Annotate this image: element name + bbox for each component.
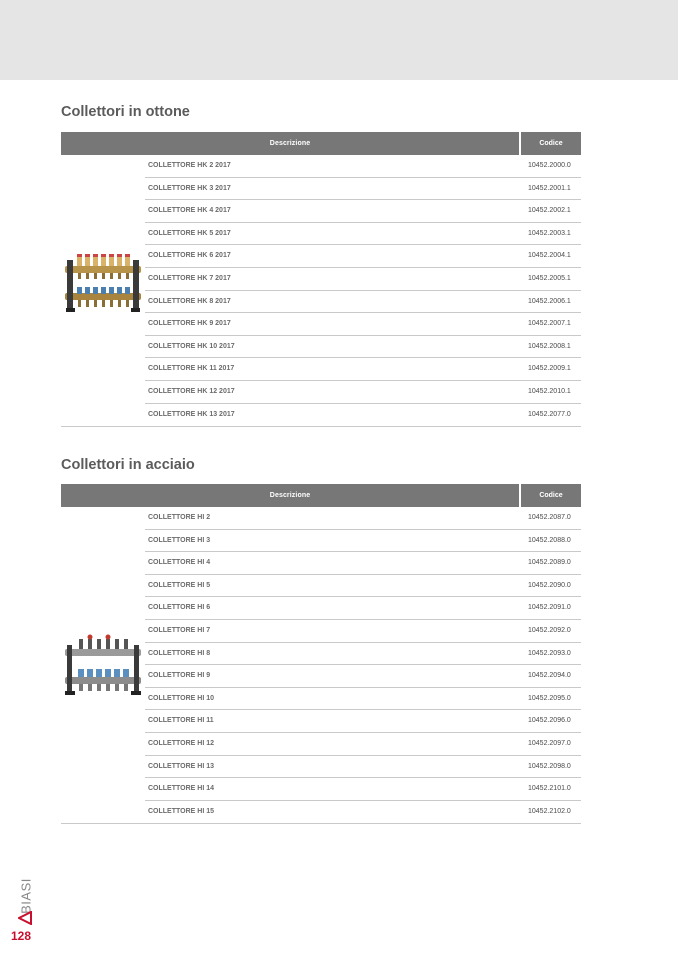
table-row	[145, 200, 581, 223]
row-description: COLLETTORE HK 12 2017	[148, 387, 235, 395]
row-description: COLLETTORE HI 15	[148, 807, 214, 815]
row-description: COLLETTORE HI 13	[148, 762, 214, 770]
row-code: 10452.2087.0	[528, 514, 571, 521]
table-body	[61, 507, 581, 824]
table-row	[145, 801, 581, 824]
steel-manifold-image	[61, 507, 145, 823]
brass-manifold-image	[61, 155, 145, 426]
table-body	[61, 155, 581, 427]
table-row	[145, 245, 581, 268]
row-description: COLLETTORE HI 3	[148, 536, 211, 544]
table-row	[145, 313, 581, 336]
header-description: Descrizione	[269, 492, 311, 499]
row-code: 10452.2008.1	[528, 342, 571, 350]
row-description: COLLETTORE HK 6 2017	[148, 252, 231, 260]
row-description: COLLETTORE HK 13 2017	[148, 410, 235, 418]
row-code: 10452.2102.0	[528, 807, 571, 815]
table-row	[145, 643, 581, 666]
brand-name: BIASI	[18, 878, 34, 914]
table-header	[61, 484, 581, 507]
row-description: COLLETTORE HI 5	[148, 581, 211, 589]
table-row	[145, 710, 581, 733]
section-title-steel: Collettori in acciaio	[61, 457, 195, 473]
table-row	[145, 358, 581, 381]
row-code: 10452.2077.0	[528, 410, 571, 418]
section-title-brass: Collettori in ottone	[61, 104, 190, 120]
table-row	[145, 552, 581, 575]
table-row	[145, 756, 581, 779]
row-description: COLLETTORE HI 12	[148, 739, 214, 747]
row-code: 10452.2097.0	[528, 739, 571, 747]
row-description: COLLETTORE HK 9 2017	[148, 320, 231, 328]
table-row	[145, 223, 581, 246]
row-description: COLLETTORE HI 7	[148, 626, 211, 634]
row-description: COLLETTORE HI 10	[148, 694, 214, 702]
brass-manifold-table	[61, 132, 581, 427]
row-description: COLLETTORE HK 3 2017	[148, 184, 231, 192]
brass-manifold-icon	[63, 252, 143, 322]
table-row	[145, 336, 581, 359]
row-code: 10452.2101.0	[528, 785, 571, 793]
row-code: 10452.2095.0	[528, 694, 571, 702]
table-row	[145, 575, 581, 598]
row-code: 10452.2005.1	[528, 274, 571, 282]
row-code: 10452.2010.1	[528, 387, 571, 395]
table-header	[61, 132, 581, 155]
row-code: 10452.2092.0	[528, 626, 571, 634]
row-description: COLLETTORE HI 2	[148, 514, 211, 521]
row-code: 10452.2088.0	[528, 536, 571, 544]
row-description: COLLETTORE HI 11	[148, 717, 214, 725]
row-code: 10452.2002.1	[528, 207, 571, 215]
row-code: 10452.2093.0	[528, 649, 571, 657]
table-row	[145, 404, 581, 427]
row-description: COLLETTORE HI 8	[148, 649, 211, 657]
row-code: 10452.2091.0	[528, 604, 571, 612]
page-number: 128	[11, 929, 32, 943]
row-description: COLLETTORE HK 10 2017	[148, 342, 235, 350]
row-description: COLLETTORE HI 4	[148, 559, 211, 567]
steel-manifold-icon	[63, 633, 143, 699]
row-description: COLLETTORE HI 9	[148, 672, 211, 680]
table-row	[145, 733, 581, 756]
row-code: 10452.2000.0	[528, 162, 571, 169]
table-row	[145, 507, 581, 530]
row-code: 10452.2006.1	[528, 297, 571, 305]
row-description: COLLETTORE HK 7 2017	[148, 274, 231, 282]
header-description: Descrizione	[269, 140, 311, 147]
row-code: 10452.2003.1	[528, 229, 571, 237]
row-description: COLLETTORE HK 5 2017	[148, 229, 231, 237]
row-description: COLLETTORE HI 6	[148, 604, 211, 612]
row-code: 10452.2004.1	[528, 252, 571, 260]
row-code: 10452.2007.1	[528, 320, 571, 328]
table-row	[145, 620, 581, 643]
table-row	[145, 688, 581, 711]
table-row	[145, 291, 581, 314]
table-row	[145, 155, 581, 178]
row-code: 10452.2001.1	[528, 184, 571, 192]
table-row	[145, 778, 581, 801]
row-code: 10452.2089.0	[528, 559, 571, 567]
table-row	[145, 178, 581, 201]
table-row	[145, 530, 581, 553]
row-code: 10452.2098.0	[528, 762, 571, 770]
table-row	[145, 381, 581, 404]
header-code: Codice	[539, 492, 563, 499]
row-code: 10452.2096.0	[528, 717, 571, 725]
row-description: COLLETTORE HK 8 2017	[148, 297, 231, 305]
table-row	[145, 597, 581, 620]
table-row	[145, 665, 581, 688]
row-description: COLLETTORE HK 2 2017	[148, 162, 231, 169]
steel-manifold-table	[61, 484, 581, 824]
row-description: COLLETTORE HK 4 2017	[148, 207, 231, 215]
row-description: COLLETTORE HI 14	[148, 785, 214, 793]
header-code: Codice	[539, 140, 563, 147]
top-banner	[0, 0, 678, 80]
row-code: 10452.2094.0	[528, 672, 571, 680]
row-code: 10452.2090.0	[528, 581, 571, 589]
row-code: 10452.2009.1	[528, 365, 571, 373]
row-description: COLLETTORE HK 11 2017	[148, 365, 235, 373]
brand-triangle-icon	[18, 911, 32, 925]
table-row	[145, 268, 581, 291]
